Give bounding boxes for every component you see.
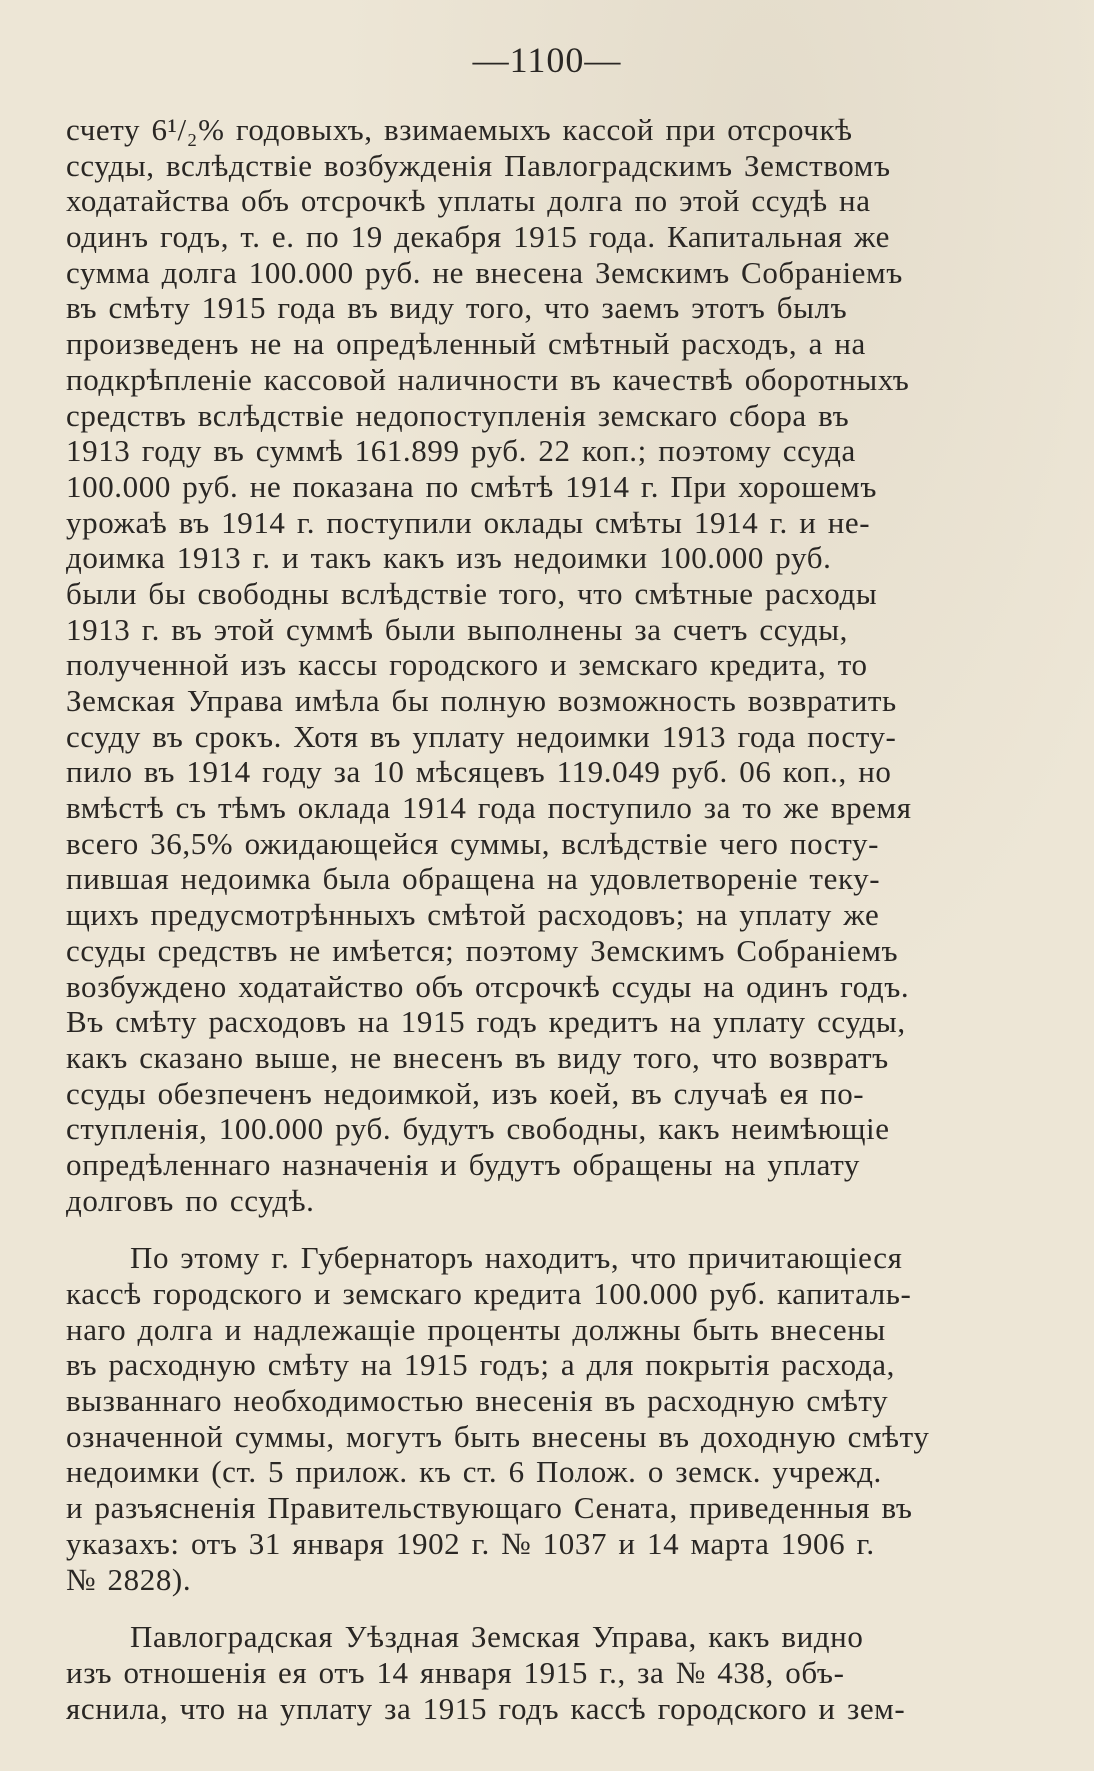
text-line: означенной суммы, могутъ быть внесены въ доходную смѣту <box>66 1418 930 1454</box>
text-line: По этому г. Губернаторъ находитъ, что причитающіеся <box>130 1240 903 1276</box>
text-line: какъ сказано выше, не внесенъ въ виду того, что возвратъ <box>66 1039 889 1075</box>
text-line: всего 36,5% ожидающейся суммы, вслѣдствіе чего посту- <box>66 825 880 861</box>
text-line: урожаѣ въ 1914 г. поступили оклады смѣты 1914 г. и не- <box>66 504 871 540</box>
text-line: указахъ: отъ 31 января 1902 г. № 1037 и 14 марта 1906 г. <box>66 1525 875 1561</box>
text-line: сумма долга 100.000 руб. не внесена Земскимъ Собраніемъ <box>66 254 903 290</box>
text-line: произведенъ не на опредѣленный смѣтный расходъ, а на <box>66 326 866 362</box>
text-line: одинъ годъ, т. е. по 19 декабря 1915 года. Капитальная же <box>66 219 890 255</box>
text-line: подкрѣпленіе кассовой наличности въ качествѣ оборотныхъ <box>66 361 910 397</box>
text-line: пило въ 1914 году за 10 мѣсяцевъ 119.049 руб. 06 коп., но <box>66 754 892 790</box>
text-line: кассѣ городского и земскаго кредита 100.000 руб. капиталь- <box>66 1276 912 1311</box>
body-text <box>66 112 1086 1726</box>
text-line: средствъ вслѣдствіе недопоступленія земскаго сбора въ <box>66 397 850 433</box>
text-line: долговъ по ссудѣ. <box>66 1182 315 1218</box>
text-line: недоимки (ст. 5 прилож. къ ст. 6 Полож. о земск. учрежд. <box>66 1454 882 1490</box>
text-line: Павлоградская Уѣздная Земская Управа, какъ видно <box>130 1619 864 1655</box>
text-line: 1913 г. въ этой суммѣ были выполнены за счетъ ссуды, <box>66 611 848 647</box>
text-line: яснила, что на уплату за 1915 годъ кассѣ городского и зем- <box>66 1690 906 1726</box>
text-line: въ расходную смѣту на 1915 годъ; а для покрытія расхода, <box>66 1347 895 1383</box>
text-line: наго долга и надлежащіе проценты должны быть внесены <box>66 1311 886 1347</box>
text-line: изъ отношенія ея отъ 14 января 1915 г., за № 438, объ- <box>66 1654 845 1690</box>
text-line: ходатайства объ отсрочкѣ уплаты долга по этой ссудѣ на <box>66 183 871 219</box>
text-line: 1913 году въ суммѣ 161.899 руб. 22 коп.; поэтому ссуда <box>66 433 856 469</box>
text-line: ступленія, 100.000 руб. будутъ свободны, какъ неимѣющіе <box>66 1111 890 1147</box>
text-line: опредѣленнаго назначенія и будутъ обращены на уплату <box>66 1146 861 1182</box>
text-line: счету 6¹/₂% годовыхъ, взимаемыхъ кассой при отсрочкѣ <box>66 112 853 147</box>
page-number: —1100— <box>472 40 622 80</box>
text-line: ссуды средствъ не имѣется; поэтому Земскимъ Собраніемъ <box>66 932 899 968</box>
text-line: Земская Управа имѣла бы полную возможность возвратить <box>66 683 897 718</box>
text-line: и разъясненія Правительствующаго Сената, приведенныя въ <box>66 1490 913 1526</box>
text-line: № 2828). <box>66 1561 192 1597</box>
text-line: въ смѣту 1915 года въ виду того, что заемъ этотъ былъ <box>66 290 848 326</box>
paragraph-1 <box>66 112 1086 1218</box>
text-line: полученной изъ кассы городского и земскаго кредита, то <box>66 647 868 683</box>
text-line: доимка 1913 г. и такъ какъ изъ недоимки 100.000 руб. <box>66 540 832 576</box>
text-line: пившая недоимка была обращена на удовлетвореніе теку- <box>66 861 881 897</box>
text-line: возбуждено ходатайство объ отсрочкѣ ссуды на одинъ годъ. <box>66 968 910 1004</box>
text-line: были бы свободны вслѣдствіе того, что смѣтные расходы <box>66 575 878 611</box>
paragraph-spacer <box>66 1218 1086 1240</box>
text-line: щихъ предусмотрѣнныхъ смѣтой расходовъ; на уплату же <box>66 897 880 933</box>
text-line: ссуду въ срокъ. Хотя въ уплату недоимки 1913 года посту- <box>66 718 897 754</box>
text-line: вмѣстѣ съ тѣмъ оклада 1914 года поступило за то же время <box>66 790 912 826</box>
text-line: ссуды обезпеченъ недоимкой, изъ коей, въ случаѣ ея по- <box>66 1075 865 1111</box>
text-line: 100.000 руб. не показана по смѣтѣ 1914 г. При хорошемъ <box>66 468 877 504</box>
paragraph-spacer <box>66 1597 1086 1619</box>
paragraph-3 <box>66 1619 1086 1726</box>
paragraph-2 <box>66 1240 1086 1597</box>
text-line: ссуды, вслѣдствіе возбужденія Павлоградскимъ Земствомъ <box>66 147 891 183</box>
text-line: вызваннаго необходимостью внесенія въ расходную смѣту <box>66 1383 889 1419</box>
text-line: Въ смѣту расходовъ на 1915 годъ кредитъ на уплату ссуды, <box>66 1004 906 1040</box>
